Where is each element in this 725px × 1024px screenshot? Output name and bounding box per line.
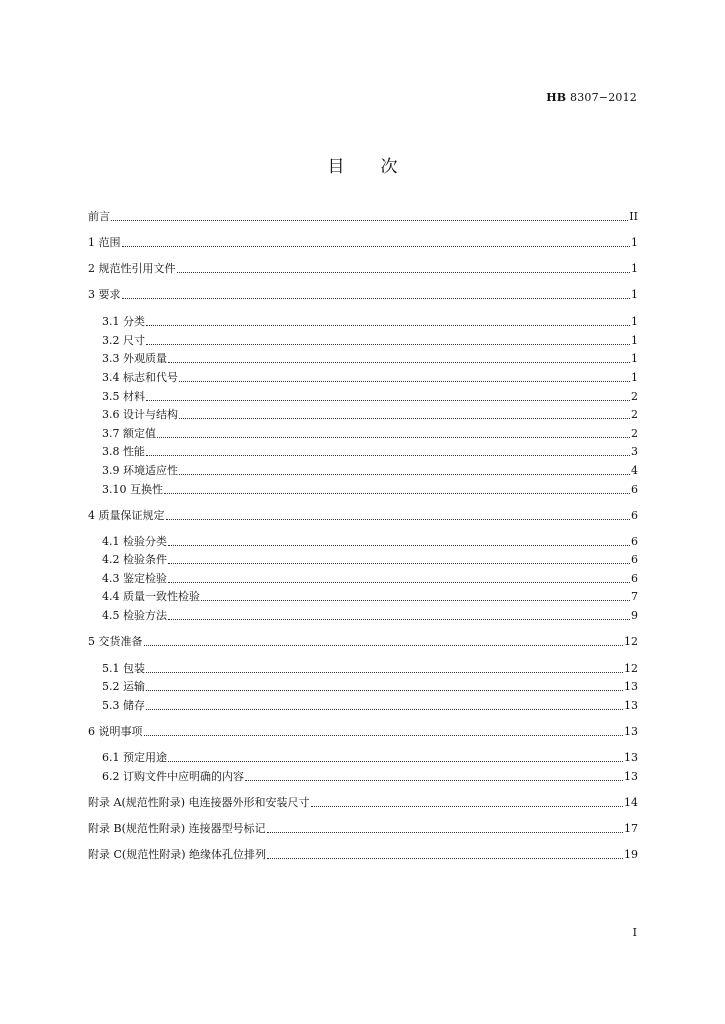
toc-entry-label: 额定值: [123, 427, 156, 440]
toc-entry-number: 附录 C(规范性附录): [88, 848, 189, 861]
toc-entry-page: 13: [624, 725, 638, 738]
toc-entry-page: 13: [624, 751, 638, 764]
toc-entry-page: 4: [631, 464, 638, 477]
toc-entry-page: 6: [631, 572, 638, 585]
toc-entry-page: 2: [631, 427, 638, 440]
toc-entry-number: 4.4: [102, 590, 123, 603]
toc-leader-dots: [201, 600, 630, 601]
toc-entry[interactable]: [102, 568, 638, 586]
toc-entry-label: 标志和代号: [123, 371, 178, 384]
toc-entry-label: 检验条件: [123, 553, 167, 566]
toc-entry[interactable]: [102, 605, 638, 623]
toc-leader-dots: [146, 325, 630, 326]
title-char-1: 目: [327, 157, 345, 177]
toc-entry-page: 1: [631, 315, 638, 328]
toc-entry-page: 12: [624, 635, 638, 648]
toc-entry[interactable]: [88, 232, 638, 250]
toc-entry[interactable]: [102, 441, 638, 459]
toc-entry-number: 3.8: [102, 445, 123, 458]
toc-leader-dots: [122, 246, 631, 247]
toc-entry[interactable]: [102, 531, 638, 549]
toc-entry[interactable]: [102, 311, 638, 329]
toc-leader-dots: [168, 761, 623, 762]
toc-leader-dots: [146, 672, 623, 673]
toc-entry-number: 3.5: [102, 390, 123, 403]
toc-entry-label: 储存: [123, 699, 145, 712]
toc-entry[interactable]: [102, 695, 638, 713]
toc-entry-label: 预定用途: [123, 751, 167, 764]
toc-entry-page: 6: [631, 483, 638, 496]
toc-leader-dots: [311, 806, 623, 807]
toc-entry-number: 3.7: [102, 427, 123, 440]
toc-entry-label: 订购文件中应明确的内容: [123, 770, 244, 783]
toc-leader-dots: [168, 582, 630, 583]
toc-entry[interactable]: [88, 206, 638, 224]
toc-entry-page: 1: [631, 262, 638, 275]
toc-entry-page: 17: [624, 822, 638, 835]
page-number: I: [632, 926, 637, 939]
toc-entry-number: 附录 B(规范性附录): [88, 822, 189, 835]
toc-entry-label: 绝缘体孔位排列: [189, 848, 266, 861]
toc-entry-label: 检验方法: [123, 609, 167, 622]
toc-entry[interactable]: [102, 766, 638, 784]
toc-entry-label: 材料: [123, 390, 145, 403]
toc-entry[interactable]: [102, 676, 638, 694]
toc-entry-page: 3: [631, 445, 638, 458]
toc-entry-number: 5: [88, 635, 99, 648]
toc-entry-label: 分类: [123, 315, 145, 328]
toc-entry-label: 说明事项: [98, 725, 143, 738]
toc-entry-number: 3: [88, 288, 99, 301]
toc-entry-page: 6: [631, 509, 638, 522]
toc-entry[interactable]: [102, 386, 638, 404]
toc-entry-number: 6.2: [102, 770, 123, 783]
toc-entry-page: 9: [631, 609, 638, 622]
toc-entry-page: II: [629, 210, 638, 223]
toc-entry-label: 连接器型号标记: [188, 822, 266, 835]
toc-entry-number: 附录 A(规范性附录): [88, 796, 189, 809]
toc-entry-page: 19: [624, 848, 638, 861]
toc-entry-page: 12: [624, 662, 638, 675]
toc-leader-dots: [122, 298, 631, 299]
toc-entry-page: 7: [631, 590, 638, 603]
toc-entry-number: 4: [88, 509, 99, 522]
toc-leader-dots: [168, 362, 630, 363]
toc-entry-label: 鉴定检验: [123, 572, 167, 585]
toc-entry[interactable]: [88, 631, 638, 649]
toc-entry-number: 5.2: [102, 680, 123, 693]
toc-leader-dots: [168, 619, 630, 620]
toc-entry-page: 6: [631, 535, 638, 548]
toc-entry-label: 运输: [123, 680, 145, 693]
toc-leader-dots: [179, 381, 630, 382]
toc-entry-label: 电连接器外形和安装尺寸: [188, 796, 310, 809]
toc-entry-page: 2: [631, 390, 638, 403]
toc-entry-number: 3.3: [102, 352, 123, 365]
toc-entry[interactable]: [102, 348, 638, 366]
document-code-number: 8307−2012: [566, 91, 637, 104]
toc-leader-dots: [146, 709, 623, 710]
toc-leader-dots: [177, 272, 631, 273]
toc-entry[interactable]: [88, 792, 638, 810]
toc-entry-number: 3.10: [102, 483, 130, 496]
toc-leader-dots: [146, 690, 623, 691]
toc-entry-label: 互换性: [130, 483, 163, 496]
toc-entry[interactable]: [102, 423, 638, 441]
toc-leader-dots: [144, 735, 624, 736]
toc-entry-label: 规范性引用文件: [98, 262, 176, 275]
toc-entry-label: 包装: [123, 662, 145, 675]
toc-entry-label: 性能: [123, 445, 145, 458]
document-code: [546, 91, 637, 104]
toc-entry-number: 2: [88, 262, 99, 275]
toc-entry-number: 4.5: [102, 609, 123, 622]
toc-entry[interactable]: [102, 658, 638, 676]
toc-entry-number: 1: [88, 236, 99, 249]
toc-entry-label: 交货准备: [98, 635, 143, 648]
toc-entry-page: 1: [631, 334, 638, 347]
toc-leader-dots: [144, 645, 624, 646]
toc-entry-number: 4.2: [102, 553, 123, 566]
toc-leader-dots: [111, 220, 628, 221]
toc-entry-page: 2: [631, 408, 638, 421]
toc-entry-page: 14: [624, 796, 638, 809]
toc-leader-dots: [168, 563, 630, 564]
toc-entry[interactable]: [88, 505, 638, 523]
toc-entry[interactable]: [102, 747, 638, 765]
toc-entry-label: 设计与结构: [123, 408, 178, 421]
document-code-prefix: HB: [546, 91, 567, 104]
toc-entry-label: 质量一致性检验: [123, 590, 200, 603]
toc-entry[interactable]: [102, 586, 638, 604]
toc-entry[interactable]: [102, 404, 638, 422]
toc-leader-dots: [166, 519, 631, 520]
toc-entry-page: 1: [631, 371, 638, 384]
toc-entry-page: 13: [624, 699, 638, 712]
toc-entry-label: 外观质量: [123, 352, 167, 365]
toc-leader-dots: [245, 780, 623, 781]
toc-entry[interactable]: [102, 479, 638, 497]
toc-entry-number: 4.3: [102, 572, 123, 585]
toc-entry-label: 检验分类: [123, 535, 167, 548]
toc-entry-label: 环境适应性: [123, 464, 178, 477]
toc-entry[interactable]: [88, 721, 638, 739]
toc-leader-dots: [157, 437, 630, 438]
toc-entry-label: 范围: [98, 236, 121, 249]
toc-entry[interactable]: [88, 818, 638, 836]
toc-entry-label: 前言: [88, 210, 110, 223]
toc-leader-dots: [146, 400, 630, 401]
toc-entry[interactable]: [88, 284, 638, 302]
toc-leader-dots: [179, 474, 630, 475]
toc-entry-number: 6: [88, 725, 99, 738]
toc-entry-label: 质量保证规定: [98, 509, 165, 522]
toc-entry-number: 3.4: [102, 371, 123, 384]
toc-entry-number: 3.1: [102, 315, 123, 328]
toc-entry-label: 要求: [98, 288, 121, 301]
toc-leader-dots: [164, 493, 630, 494]
page-title: [0, 152, 725, 177]
toc-entry-page: 1: [631, 352, 638, 365]
toc-entry-number: 5.3: [102, 699, 123, 712]
toc-leader-dots: [267, 858, 623, 859]
toc-entry-number: 5.1: [102, 662, 123, 675]
toc-entry-number: 3.9: [102, 464, 123, 477]
toc-entry-number: 3.6: [102, 408, 123, 421]
toc-leader-dots: [146, 455, 630, 456]
toc-entry[interactable]: [102, 330, 638, 348]
toc-entry-page: 13: [624, 770, 638, 783]
toc-entry-page: 6: [631, 553, 638, 566]
toc-leader-dots: [179, 418, 630, 419]
toc-entry-page: 1: [631, 288, 638, 301]
toc-entry-page: 1: [631, 236, 638, 249]
toc-entry[interactable]: [88, 258, 638, 276]
toc-entry-label: 尺寸: [123, 334, 145, 347]
toc-entry-number: 6.1: [102, 751, 123, 764]
toc-entry-number: 4.1: [102, 535, 123, 548]
toc-entry[interactable]: [88, 844, 638, 862]
toc-leader-dots: [146, 344, 630, 345]
toc-entry[interactable]: [102, 460, 638, 478]
title-char-2: 次: [380, 157, 398, 177]
toc-entry-number: 3.2: [102, 334, 123, 347]
toc-entry-page: 13: [624, 680, 638, 693]
toc-leader-dots: [168, 545, 630, 546]
toc-leader-dots: [267, 832, 623, 833]
toc-entry[interactable]: [102, 367, 638, 385]
toc-entry[interactable]: [102, 549, 638, 567]
